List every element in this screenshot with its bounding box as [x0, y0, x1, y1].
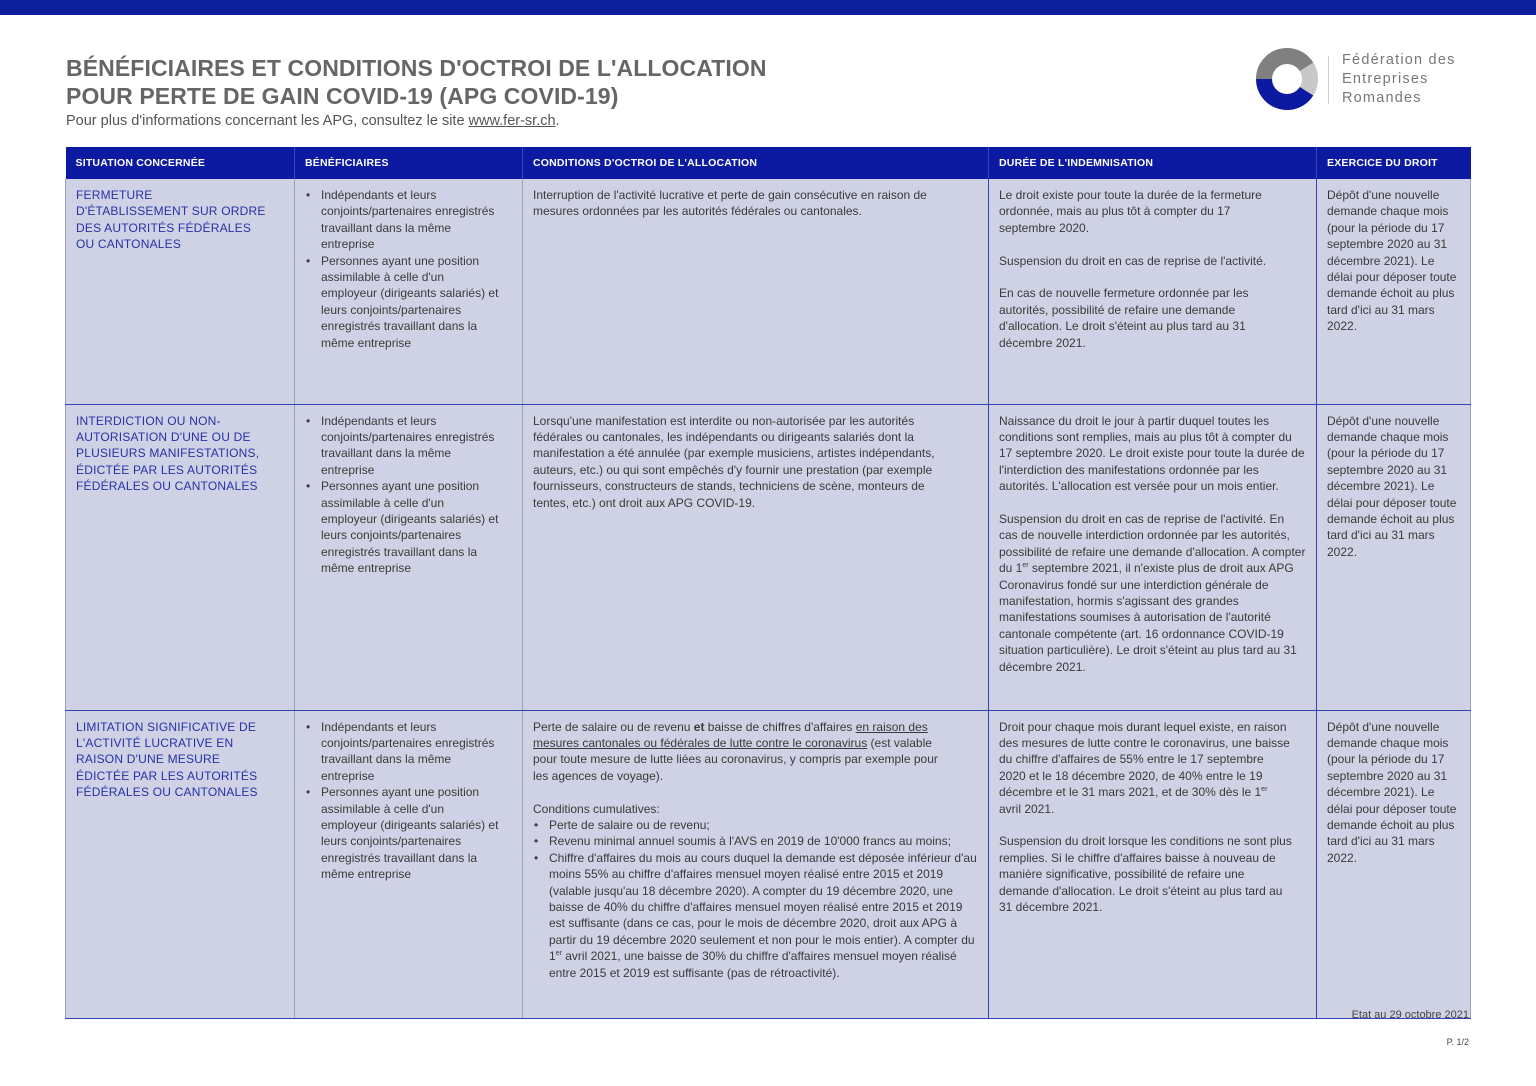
- conditions-list-title: Conditions cumulatives:: [533, 801, 660, 816]
- conditions-text: Lorsqu'une manifestation est interdite ou non-autorisée par les autorités fédérales ou cantonales, les indépendants ou dirigeants salariés dont la manifestation a été annulée (par exemple musiciens, artistes indépendants, auteurs, etc.) ou qui sont empêchés d'y fournir une prestation (par exemple fournisseurs, constructeurs de stands, techniciens de scène, monteurs de tentes, etc.) ont droit aux APG COVID-19.: [533, 413, 935, 510]
- table-row: [66, 179, 1471, 404]
- conditions-text: (est valable pour toute mesure de lutte liées au coronavirus, y compris par exemple pour les agences de voyage).: [533, 735, 938, 783]
- table-row: [66, 404, 1471, 710]
- title-line-2: POUR PERTE DE GAIN COVID-19 (APG COVID-19): [66, 83, 619, 109]
- conditions-cell: [523, 404, 989, 710]
- duree-text: avril 2021.: [999, 801, 1055, 816]
- beneficiaires-list: [305, 719, 501, 883]
- conditions-cell: [523, 710, 989, 1018]
- situation-text: FERMETURE D'ÉTABLISSEMENT SUR ORDRE DES AUTORITÉS FÉDÉRALES OU CANTONALES: [76, 188, 266, 252]
- top-banner: [0, 0, 1536, 15]
- table-header-row: [66, 147, 1471, 179]
- beneficiaires-list: [305, 413, 501, 577]
- conditions-intro: [533, 719, 943, 785]
- duree-cell: [989, 710, 1317, 1018]
- duree-paragraph: Le droit existe pour toute la durée de la fermeture ordonnée, mais au plus tôt à compter du 17 septembre 2020.: [999, 188, 1262, 235]
- table-row: [66, 710, 1471, 1018]
- situation-text: INTERDICTION OU NON-AUTORISATION D'UNE OU DE PLUSIEURS MANIFESTATIONS, ÉDICTÉE PAR LES AUTORITÉS FÉDÉRALES OU CANTONALES: [76, 413, 260, 494]
- duree-paragraph: Naissance du droit le jour à partir duquel toutes les conditions sont remplies, mais au plus tôt à compter du 17 septembre 2020. Le droit existe pour toute la durée de l'interdiction des manifestations ordonnée par les autorités. L'allocation est versée pour un mois entier.: [999, 413, 1305, 494]
- exercice-text: Dépôt d'une nouvelle demande chaque mois (pour la période du 17 septembre 2020 au 31 décembre 2021). Le délai pour déposer toute demande échoit au plus tard d'ici au 31 mars 2022.: [1327, 719, 1457, 865]
- exercice-text: Dépôt d'une nouvelle demande chaque mois (pour la période du 17 septembre 2020 au 31 décembre 2021). Le délai pour déposer toute demande échoit au plus tard d'ici au 31 mars 2022.: [1327, 188, 1457, 334]
- duree-paragraph: En cas de nouvelle fermeture ordonnée par les autorités, possibilité de refaire une demande d'allocation. Le droit s'éteint au plus tard au 31 décembre 2021.: [999, 286, 1249, 350]
- logo-line-3: Romandes: [1342, 90, 1422, 106]
- logo-ring-blue: [1264, 79, 1307, 102]
- document-title: [66, 54, 767, 110]
- title-line-1: BÉNÉFICIAIRES ET CONDITIONS D'OCTROI DE L'ALLOCATION: [66, 55, 767, 81]
- duree-paragraph: [999, 511, 1306, 675]
- logo-ring-gray: [1287, 56, 1307, 67]
- situation-cell: [66, 404, 295, 710]
- superscript: er: [1022, 562, 1029, 570]
- conditions-text: Interruption de l'activité lucrative et perte de gain consécutive en raison de mesures ordonnées par les autorités fédérales ou cantonales.: [533, 188, 927, 219]
- column-header-duree: DURÉE DE L'INDEMNISATION: [989, 147, 1317, 179]
- beneficiaires-list: [305, 187, 501, 351]
- exercice-cell: [1317, 404, 1471, 710]
- situation-text: LIMITATION SIGNIFICATIVE DE L'ACTIVITÉ LUCRATIVE EN RAISON D'UNE MESURE ÉDICTÉE PAR LES AUTORITÉS FÉDÉRALES OU CANTONALES: [76, 719, 258, 800]
- list-item: • Indépendants et leurs conjoints/partenaires enregistrés travaillant dans la même entreprise: [321, 187, 501, 253]
- exercice-cell: [1317, 710, 1471, 1018]
- conditions-list: [533, 817, 978, 981]
- column-header-exercice: EXERCICE DU DROIT: [1317, 147, 1471, 179]
- superscript: er: [555, 950, 562, 958]
- list-item: • Revenu minimal annuel soumis à l'AVS en 2019 de 10'000 francs au moins;: [549, 833, 978, 849]
- conditions-bold: et: [693, 719, 705, 734]
- column-header-situation: SITUATION CONCERNÉE: [66, 147, 295, 179]
- list-item-text: Chiffre d'affaires du mois au cours duquel la demande est déposée inférieur d'au moins 55% au chiffre d'affaires mensuel moyen réalisé entre 2015 et 2019 (valable jusqu'au 18 décembre 2020). A compter du 19 décembre 2020, une baisse de 40% du chiffre d'affaires mensuel moyen réalisé entre 2015 et 2019 est suffisante (dans ce cas, pour le mois de décembre 2020, droit aux APG à partir du 19 décembre 2020 seulement et non pour le mois entier). A compter du 1: [549, 850, 977, 964]
- logo-line-2: Entreprises: [1342, 71, 1429, 87]
- beneficiaires-cell: [295, 404, 523, 710]
- subtitle: [66, 113, 560, 129]
- conditions-cell: [523, 179, 989, 404]
- website-link[interactable]: www.fer-sr.ch: [468, 113, 556, 129]
- logo-text: [1342, 51, 1456, 108]
- column-header-beneficiaires: BÉNÉFICIAIRES: [295, 147, 523, 179]
- duree-cell: [989, 404, 1317, 710]
- conditions-text: Perte de salaire ou de revenu: [533, 719, 694, 734]
- subtitle-suffix: .: [555, 113, 560, 129]
- list-item: • Personnes ayant une position assimilable à celle d'un employeur (dirigeants salariés) et leurs conjoints/partenaires enregistrés travaillant dans la même entreprise: [321, 784, 501, 882]
- logo-divider: [1328, 56, 1329, 104]
- beneficiaires-cell: [295, 710, 523, 1018]
- page-number: P. 1/2: [1446, 1037, 1469, 1047]
- list-item: • Indépendants et leurs conjoints/partenaires enregistrés travaillant dans la même entreprise: [321, 719, 501, 785]
- duree-text: Droit pour chaque mois durant lequel existe, en raison des mesures de lutte contre le coronavirus, une baisse du chiffre d'affaires de 55% entre le 17 septembre 2020 et le 18 décembre 2020, de 40% entre le 19 décembre et le 31 mars 2021, et de 30% dès le 1: [999, 719, 1290, 800]
- list-item: • Personnes ayant une position assimilable à celle d'un employeur (dirigeants salariés) et leurs conjoints/partenaires enregistrés travaillant dans la même entreprise: [321, 478, 501, 576]
- list-item: • Perte de salaire ou de revenu;: [549, 817, 978, 833]
- situation-cell: [66, 710, 295, 1018]
- situation-cell: [66, 179, 295, 404]
- column-header-conditions: CONDITIONS D'OCTROI DE L'ALLOCATION: [523, 147, 989, 179]
- superscript: er: [1261, 786, 1268, 794]
- exercice-cell: [1317, 179, 1471, 404]
- apg-table: [65, 147, 1471, 1019]
- subtitle-text: Pour plus d'informations concernant les APG, consultez le site: [66, 113, 469, 129]
- fer-logo-icon: [1256, 48, 1318, 110]
- exercice-text: Dépôt d'une nouvelle demande chaque mois (pour la période du 17 septembre 2020 au 31 décembre 2021). Le délai pour déposer toute demande échoit au plus tard d'ici au 31 mars 2022.: [1327, 413, 1457, 559]
- conditions-text: baisse de chiffres d'affaires: [704, 719, 856, 734]
- duree-paragraph: [999, 719, 1291, 817]
- duree-text: Suspension du droit en cas de reprise de l'activité. En cas de nouvelle interdiction ordonnée par les autorités, possibilité de refaire une demande d'allocation. A compter du 1: [999, 511, 1306, 576]
- logo-line-1: Fédération des: [1342, 52, 1456, 68]
- duree-cell: [989, 179, 1317, 404]
- status-date: Etat au 29 octobre 2021: [1351, 1009, 1469, 1021]
- duree-paragraph: Suspension du droit lorsque les conditions ne sont plus remplies. Si le chiffre d'affaires baisse à nouveau de manière significative, possibilité de refaire une demande d'allocation. Le droit s'éteint au plus tard au 31 décembre 2021.: [999, 834, 1292, 914]
- list-item: • Indépendants et leurs conjoints/partenaires enregistrés travaillant dans la même entreprise: [321, 413, 501, 479]
- list-item: [549, 850, 978, 981]
- conditions-underline: en raison des mesures cantonales ou fédérales de lutte contre le coronavirus: [533, 719, 928, 750]
- list-item-text: avril 2021, une baisse de 30% du chiffre d'affaires mensuel moyen réalisé entre 2015 et 2019 est suffisante (pas de rétroactivité).: [549, 949, 957, 980]
- duree-paragraph: Suspension du droit en cas de reprise de l'activité.: [999, 253, 1267, 268]
- beneficiaires-cell: [295, 179, 523, 404]
- duree-text: septembre 2021, il n'existe plus de droit aux APG Coronavirus fondé sur une interdiction générale de manifestation, hormis s'agissant des grandes manifestations soumises à autorisation de l'autorité cantonale compétente (art. 16 ordonnance COVID-19 situation particulière). Le droit s'éteint au plus tard au 31 décembre 2021.: [999, 561, 1297, 674]
- list-item: • Personnes ayant une position assimilable à celle d'un employeur (dirigeants salariés) et leurs conjoints/partenaires enregistrés travaillant dans la même entreprise: [321, 253, 501, 351]
